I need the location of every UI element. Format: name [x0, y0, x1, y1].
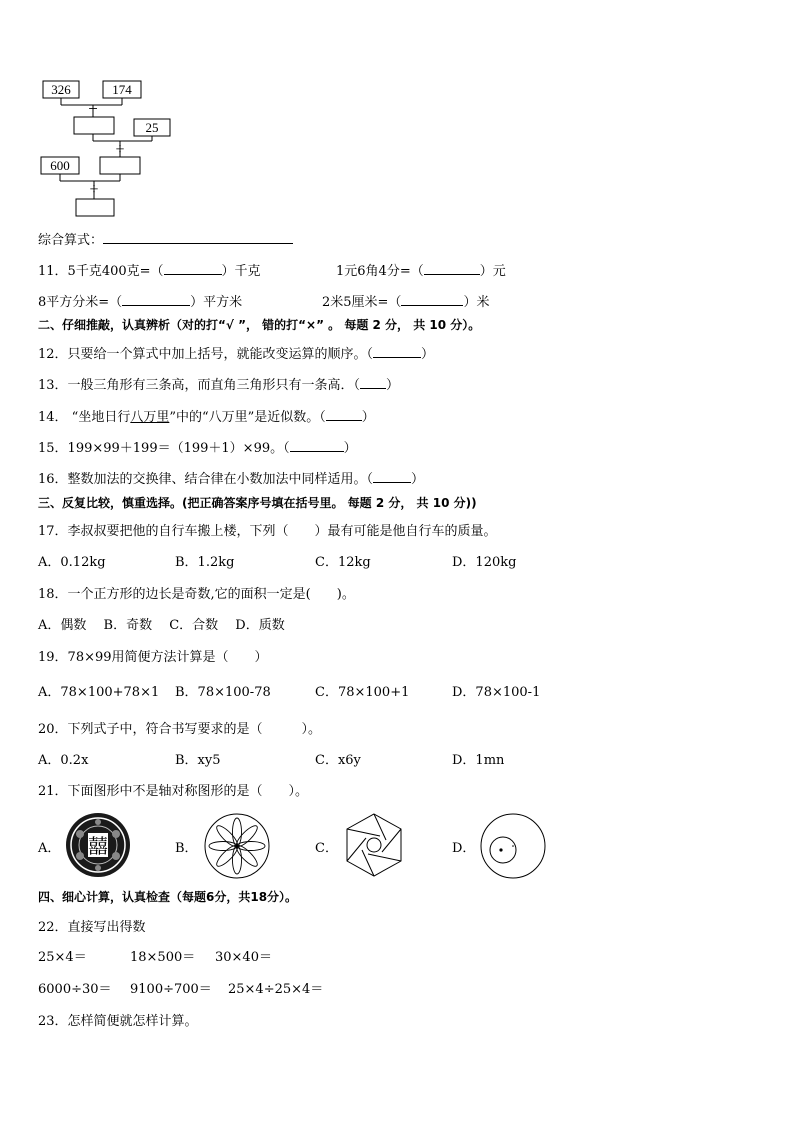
q16-close: ）	[411, 472, 425, 487]
q17-option-d[interactable]: D．120kg	[452, 555, 517, 570]
combined-expression-blank[interactable]	[103, 231, 293, 244]
q11d-unit: ）米	[463, 295, 490, 310]
question-18-stem: 18．一个正方形的边长是奇数,它的面积一定是( )。	[38, 587, 355, 602]
q15-text: 15．199×99＋199＝（199＋1）×99。（	[38, 441, 290, 456]
section-4-heading: 四、细心计算，认真检查（每题6分，共18分）。	[38, 890, 298, 904]
q11a-text: 11．5千克400克=（	[38, 264, 164, 279]
diagram-divide-operator-2: ÷	[89, 181, 99, 198]
q22-item-5: 9100÷700＝	[130, 982, 212, 997]
diagram-divide-operator-1: ÷	[115, 141, 125, 158]
q21-option-b-label[interactable]: B．	[175, 841, 198, 856]
q15-close: ）	[343, 441, 357, 456]
q22-item-1: 25×4＝	[38, 950, 87, 965]
question-16	[38, 468, 424, 487]
petal-rosette-figure	[202, 812, 272, 880]
pinwheel-hexagon-figure	[338, 810, 410, 880]
q15-blank[interactable]	[290, 439, 344, 452]
q19-option-b[interactable]: B．78×100-78	[175, 685, 271, 700]
q20-option-c[interactable]: C．x6y	[315, 753, 361, 768]
question-11-c	[38, 291, 242, 310]
section-2-heading: 二、仔细推敲，认真辨析（对的打“√ ”， 错的打“×” 。 每题 2 分， 共 10 分）。	[38, 318, 481, 332]
diagram-value-326: 326	[51, 82, 71, 97]
q13-blank[interactable]	[360, 376, 386, 389]
nested-circles-figure	[478, 812, 548, 880]
question-21-stem: 21．下面图形中不是轴对称图形的是（ ）。	[38, 784, 309, 799]
q11b-blank[interactable]	[424, 262, 480, 275]
q13-text: 13．一般三角形有三条高，而直角三角形只有一条高．（	[38, 378, 361, 393]
question-17-stem: 17．李叔叔要把他的自行车搬上楼，下列（ ）最有可能是他自行车的质量。	[38, 524, 497, 539]
q22-item-4: 6000÷30＝	[38, 982, 112, 997]
q11a-unit: ）千克	[221, 264, 261, 279]
q12-blank[interactable]	[373, 345, 421, 358]
q21-option-d-label[interactable]: D．	[452, 841, 476, 856]
q20-option-a[interactable]: A．0.2x	[38, 753, 89, 768]
q17-option-c[interactable]: C．12kg	[315, 555, 371, 570]
q20-option-b[interactable]: B．xy5	[175, 753, 221, 768]
q11b-unit: ）元	[479, 264, 506, 279]
combined-expression-label: 综合算式：	[38, 233, 104, 248]
calculation-flow-diagram	[36, 78, 186, 220]
diagram-box-quotient[interactable]	[100, 157, 140, 174]
q16-blank[interactable]	[373, 470, 411, 483]
q11c-unit: ）平方米	[190, 295, 243, 310]
question-11-a	[38, 260, 261, 279]
q11d-blank[interactable]	[401, 293, 463, 306]
question-19-stem: 19．78×99用简便方法计算是（ ）	[38, 650, 268, 665]
question-14	[38, 406, 375, 425]
q11d-text: 2米5厘米=（	[322, 295, 402, 310]
q22-item-6: 25×4÷25×4＝	[228, 982, 324, 997]
q19-option-d[interactable]: D．78×100-1	[452, 685, 541, 700]
combined-expression-line	[38, 229, 293, 248]
question-11-b	[336, 260, 506, 279]
diagram-plus-operator: +	[88, 99, 98, 118]
q22-item-3: 30×40＝	[215, 950, 272, 965]
question-22-stem: 22．直接写出得数	[38, 920, 146, 935]
q14-close: ）	[361, 410, 375, 425]
q20-option-d[interactable]: D．1mn	[452, 753, 505, 768]
question-20-stem: 20．下列式子中，符合书写要求的是（ ）。	[38, 722, 322, 737]
question-23-stem: 23．怎样简便就怎样计算。	[38, 1014, 198, 1029]
question-12	[38, 343, 434, 362]
diagram-value-600: 600	[50, 158, 70, 173]
q11c-blank[interactable]	[122, 293, 190, 306]
question-11-d	[322, 291, 489, 310]
q14-text: 14． “坐地日行	[38, 410, 131, 425]
q16-text: 16．整数加法的交换律、结合律在小数加法中同样适用。（	[38, 472, 374, 487]
q17-option-a[interactable]: A．0.12kg	[38, 555, 106, 570]
q11c-text: 8平方分米=（	[38, 295, 123, 310]
question-13	[38, 374, 399, 393]
q21-option-a-label[interactable]: A．	[38, 841, 61, 856]
diagram-box-sum[interactable]	[74, 117, 114, 134]
q17-option-b[interactable]: B．1.2kg	[175, 555, 235, 570]
q12-text: 12．只要给一个算式中加上括号，就能改变运算的顺序。（	[38, 347, 374, 362]
q14-underlined-text: 八万里	[130, 410, 170, 425]
q21-option-c-label[interactable]: C．	[315, 841, 338, 856]
section-3-heading: 三、反复比较，慎重选择。(把正确答案序号填在括号里。 每题 2 分， 共 10 分))	[38, 496, 477, 510]
diagram-value-25: 25	[145, 120, 159, 135]
double-happiness-seal-icon	[64, 812, 132, 878]
diagram-box-result[interactable]	[76, 199, 114, 216]
q11a-blank[interactable]	[164, 262, 222, 275]
question-15	[38, 437, 357, 456]
q14-text-2: ”中的“八万里”是近似数。（	[169, 410, 326, 425]
diagram-value-174: 174	[112, 82, 132, 97]
q14-blank[interactable]	[326, 408, 362, 421]
q11b-text: 1元6角4分=（	[336, 264, 424, 279]
seal-character: 囍	[88, 836, 108, 858]
q19-option-a[interactable]: A．78×100+78×1	[38, 685, 160, 700]
q13-close: ）	[386, 378, 400, 393]
q22-item-2: 18×500＝	[130, 950, 196, 965]
q12-close: ）	[421, 347, 435, 362]
q18-options[interactable]: A．偶数 B．奇数 C．合数 D．质数	[38, 618, 285, 633]
q19-option-c[interactable]: C．78×100+1	[315, 685, 410, 700]
